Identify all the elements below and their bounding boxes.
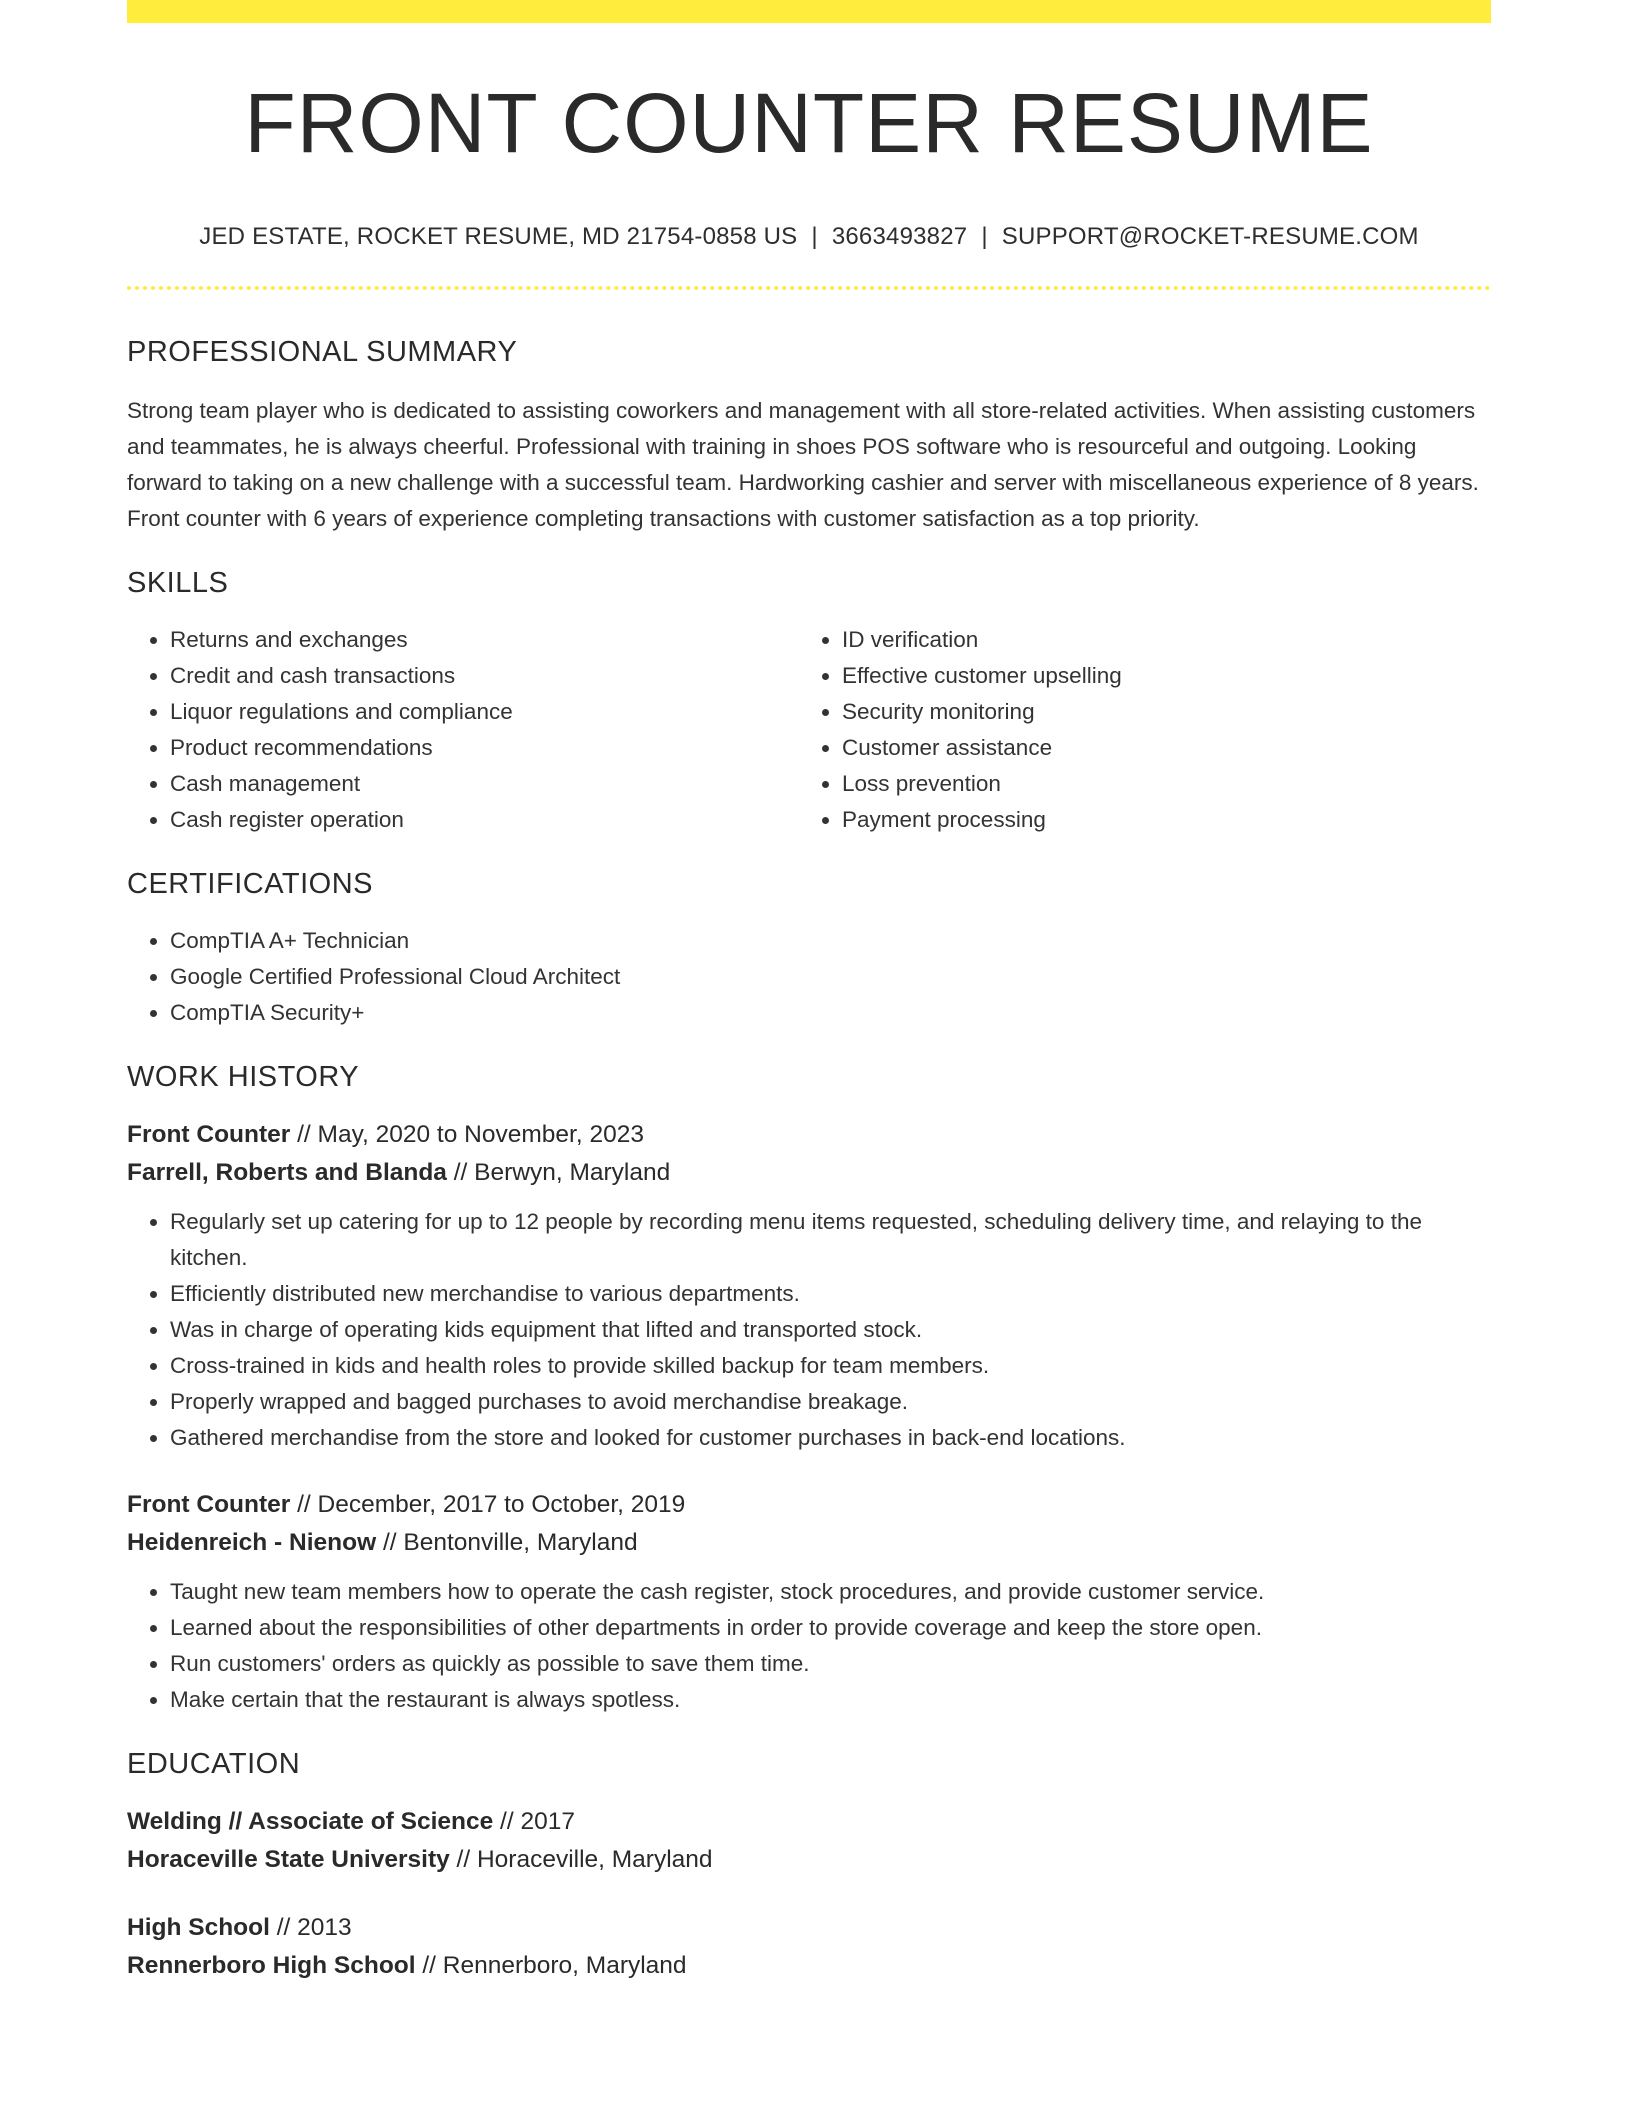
job-dates: // May, 2020 to November, 2023 <box>290 1121 644 1148</box>
contact-phone: 3663493827 <box>831 223 968 250</box>
job-bullet: • Properly wrapped and bagged purchases to avoid merchandise breakage. <box>170 1384 1491 1420</box>
skill-item: • Product recommendations <box>170 730 799 766</box>
job-bullet: • Cross-trained in kids and health roles to provide skilled backup for team members. <box>170 1348 1491 1384</box>
job-title-line <box>127 1486 1491 1524</box>
certifications-list <box>127 923 1491 1031</box>
job-company-line <box>127 1524 1491 1562</box>
job-bullet: • Learned about the responsibilities of other departments in order to provide coverage and keep the store open. <box>170 1610 1491 1646</box>
skill-item: • Credit and cash transactions <box>170 658 799 694</box>
skill-item: • Effective customer upselling <box>842 658 1471 694</box>
skills-heading: SKILLS <box>127 567 229 599</box>
resume-content <box>127 23 1491 1985</box>
skill-item: • Payment processing <box>842 802 1471 838</box>
job-bullet: • Run customers' orders as quickly as possible to save them time. <box>170 1646 1491 1682</box>
resume-title: FRONT COUNTER RESUME <box>244 76 1374 170</box>
skill-item: • Cash register operation <box>170 802 799 838</box>
work-history-section <box>127 1063 1491 1718</box>
contact-separator: | <box>981 223 988 250</box>
skill-item: • Customer assistance <box>842 730 1471 766</box>
education-section <box>127 1750 1491 1985</box>
job-company: Heidenreich - Nienow <box>127 1529 377 1556</box>
education-location: // Rennerboro, Maryland <box>415 1952 687 1979</box>
job-location: // Bentonville, Maryland <box>376 1529 638 1556</box>
education-year: // 2013 <box>269 1914 352 1941</box>
job-role: Front Counter <box>127 1491 291 1518</box>
education-heading: EDUCATION <box>127 1748 301 1780</box>
summary-heading: PROFESSIONAL SUMMARY <box>127 336 518 368</box>
contact-address: JED ESTATE, ROCKET RESUME, MD 21754-0858 US <box>199 223 798 250</box>
job-bullet: • Make certain that the restaurant is always spotless. <box>170 1682 1491 1718</box>
job-bullet: • Gathered merchandise from the store and looked for customer purchases in back-end locations. <box>170 1420 1491 1456</box>
education-degree-line <box>127 1803 1491 1841</box>
job-company: Farrell, Roberts and Blanda <box>127 1159 447 1186</box>
job-bullets <box>127 1574 1491 1718</box>
certifications-section <box>127 870 1491 1031</box>
skill-item: • Liquor regulations and compliance <box>170 694 799 730</box>
job-entry <box>127 1486 1491 1718</box>
job-bullets <box>127 1204 1491 1456</box>
skill-item: • ID verification <box>842 622 1471 658</box>
certification-item: • CompTIA Security+ <box>170 995 1491 1031</box>
summary-text: Strong team player who is dedicated to assisting coworkers and management with all store-related activities. When assisting customers and teammates, he is always cheerful. Professional with training in shoes POS software who is resourceful and outgoing. Looking forward to taking on a new challenge with a successful team. Hardworking cashier and server with miscellaneous experience of 8 years. Front counter with 6 years of experience completing transactions with customer satisfaction as a top priority. <box>127 398 1479 531</box>
education-school-line <box>127 1841 1491 1879</box>
skill-item: • Returns and exchanges <box>170 622 799 658</box>
job-bullet: • Efficiently distributed new merchandise to various departments. <box>170 1276 1491 1312</box>
skill-item: • Security monitoring <box>842 694 1471 730</box>
skills-columns <box>127 622 1491 838</box>
job-entry <box>127 1116 1491 1456</box>
dotted-divider <box>127 286 1491 290</box>
skill-item: • Cash management <box>170 766 799 802</box>
skills-right-list <box>799 622 1471 838</box>
skills-section <box>127 569 1491 838</box>
job-location: // Berwyn, Maryland <box>446 1159 671 1186</box>
contact-separator: | <box>811 223 818 250</box>
education-school-line <box>127 1947 1491 1985</box>
contact-line <box>127 223 1491 251</box>
skill-item: • Loss prevention <box>842 766 1471 802</box>
work-history-heading: WORK HISTORY <box>127 1061 360 1093</box>
education-entry <box>127 1803 1491 1879</box>
job-role: Front Counter <box>127 1121 291 1148</box>
job-bullet: • Regularly set up catering for up to 12 people by recording menu items requested, scheduling delivery time, and relaying to the kitchen. <box>170 1204 1491 1276</box>
certification-item: • CompTIA A+ Technician <box>170 923 1491 959</box>
skills-left-list <box>127 622 799 838</box>
education-degree: High School <box>127 1914 270 1941</box>
contact-email: SUPPORT@ROCKET-RESUME.COM <box>1001 223 1419 250</box>
education-year: // 2017 <box>493 1808 575 1835</box>
certifications-heading: CERTIFICATIONS <box>127 868 373 900</box>
education-degree: Welding // Associate of Science <box>127 1808 494 1835</box>
job-bullet: • Taught new team members how to operate the cash register, stock procedures, and provide customer service. <box>170 1574 1491 1610</box>
education-location: // Horaceville, Maryland <box>449 1846 713 1873</box>
job-title-line <box>127 1116 1491 1154</box>
education-degree-line <box>127 1909 1491 1947</box>
education-school: Rennerboro High School <box>127 1952 416 1979</box>
top-accent-bar <box>127 0 1491 23</box>
job-bullet: • Was in charge of operating kids equipment that lifted and transported stock. <box>170 1312 1491 1348</box>
education-entry <box>127 1909 1491 1985</box>
education-school: Horaceville State University <box>127 1846 450 1873</box>
job-dates: // December, 2017 to October, 2019 <box>290 1491 686 1518</box>
certification-item: • Google Certified Professional Cloud Architect <box>170 959 1491 995</box>
job-company-line <box>127 1154 1491 1192</box>
